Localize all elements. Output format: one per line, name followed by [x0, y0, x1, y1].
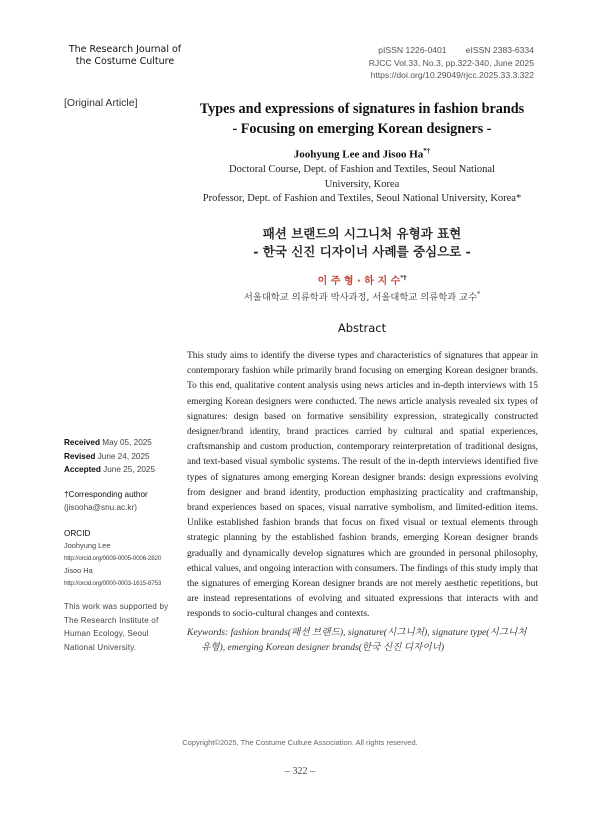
authors-english: [186, 147, 538, 161]
title-korean-line1: 패션 브랜드의 시그니처 유형과 표현: [262, 226, 462, 241]
doi-link[interactable]: https://doi.org/10.29049/rjcc.2025.33.3.322: [370, 70, 534, 80]
affiliation-english-line3: Professor, Dept. of Fashion and Textiles, Seoul National University, Korea*: [202, 193, 522, 204]
funding-line4: National University.: [64, 642, 137, 652]
funding-note: [64, 600, 178, 654]
title-korean-line2: - 한국 신진 디자이너 사례를 중심으로 -: [253, 244, 471, 259]
orcid-name-1: Joohyung Lee: [64, 541, 111, 551]
title-korean: [186, 225, 538, 261]
volume-info: RJCC Vol.33, No.3, pp.322-340, June 2025: [368, 57, 534, 68]
keywords-line2: 유형), emerging Korean designer brands(한국 신진 디자이너): [201, 641, 445, 653]
corresponding-label: †Corresponding author: [64, 490, 148, 499]
funding-line3: Human Ecology, Seoul: [64, 629, 149, 638]
keywords: [187, 626, 538, 655]
keywords-line1: Keywords: fashion brands(패션 브랜드), signature(시그니처), signature type(시그니처: [187, 627, 527, 638]
orcid-name-2: Jisoo Ha: [64, 566, 93, 576]
title-english: [186, 100, 538, 139]
title-english-line1: Types and expressions of signatures in fashion brands: [199, 101, 525, 117]
journal-name: [60, 44, 190, 68]
journal-name-line1: The Research Journal of: [68, 44, 182, 55]
funding-line1: This work was supported by: [64, 602, 169, 611]
orcid-label: ORCID: [64, 529, 91, 538]
affiliation-korean: [186, 289, 538, 303]
affiliation-korean-mark: *: [477, 290, 481, 298]
article-type: [Original Article]: [64, 97, 138, 109]
issn-block: [369, 44, 534, 82]
affiliation-english-line1: Doctoral Course, Dept. of Fashion and Textiles, Seoul National: [229, 164, 495, 175]
received-date: Received May 05, 2025: [64, 438, 152, 447]
authors-korean: [186, 272, 538, 287]
affiliation-english: [186, 163, 538, 207]
funding-line2: The Research Institute of: [64, 615, 159, 625]
revised-date: Revised June 24, 2025: [64, 451, 150, 461]
accepted-date: Accepted June 25, 2025: [64, 465, 156, 474]
author-marks-korean: *†: [400, 274, 407, 282]
article-dates: [64, 436, 178, 477]
title-english-line2: - Focusing on emerging Korean designers -: [232, 120, 492, 137]
abstract-heading: Abstract: [337, 321, 387, 335]
corresponding-author: [64, 488, 178, 514]
page-number: – 322 –: [285, 766, 315, 777]
affiliation-korean-text: 서울대학교 의류학과 박사과정, 서울대학교 의류학과 교수: [243, 292, 478, 303]
orcid-block: [64, 528, 178, 590]
issn-numbers: pISSN 1226-0401 eISSN 2383-6334: [378, 45, 534, 55]
journal-name-line2: the Costume Culture: [75, 56, 175, 67]
copyright-notice: Copyright©2025, The Costume Culture Association. All rights reserved.: [182, 738, 418, 747]
author-names-english: Joohyung Lee and Jisoo Ha: [293, 148, 424, 161]
corresponding-email[interactable]: (jisooha@snu.ac.kr): [64, 503, 137, 512]
author-names-korean: 이 주 형 · 하 지 수: [317, 276, 401, 287]
affiliation-english-line2: University, Korea: [324, 178, 400, 190]
author-marks-english: *†: [423, 147, 431, 155]
abstract-body: This study aims to identify the diverse types and characteristics of signatures that appear in contemporary fashion while primarily brand focusing on emerging Korean designer brands. To this end, qualitative content analysis using news articles and in-depth interviews with 15 emerging Korean designers were conducted. The news article analysis revealed six types of signatures: design based on formative sensibility expression, strategically constructed designer/brand identity, brand practices carried by cultural and spatial experiences, craftsmanship and custom production, contemporary reinterpretation of traditional designs, and text-based visual symbolic systems. The result of the in-depth interviews identified five types of signatures among emerging Korean designer brands: design expressions evolving from designer and brand identity, production emphasizing practicality and craftmanship, brand experiences based on spaces, visual narrative symbolism, and limited-edition items. Unlike established fashion brands that focus on fixed visual or textual elements through strategic planning by the established fashion brands, emerging Korean designer brands gradually and dynamically develop signatures which are grounded in personal philosophy, ethical values, and ongoing interaction with consumers. The findings of this study imply that the signatures of emerging Korean designer brands are not merely aesthetic repetitions, but are instead representations of evolving and situated expressions that interacts with and responds to socio-cultural changes and contexts.: [187, 351, 538, 620]
orcid-link-2[interactable]: http://orcid.org/0000-0003-1615-8753: [64, 579, 162, 587]
orcid-link-1[interactable]: http://orcid.org/0009-0005-0006-2820: [64, 554, 162, 562]
